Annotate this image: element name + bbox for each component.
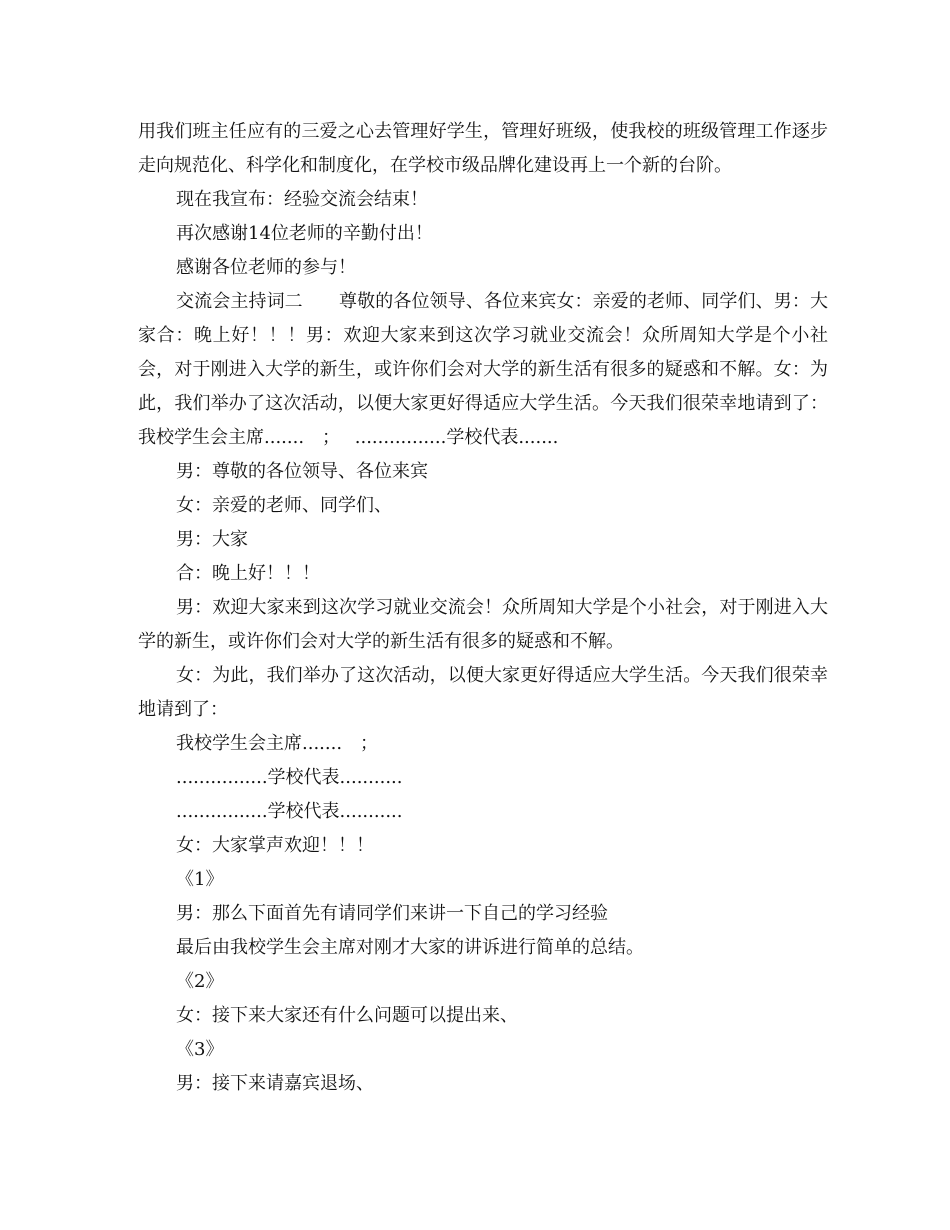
paragraph-thanks-participation: 感谢各位老师的参与！: [176, 257, 356, 278]
paragraph-male-guests-exit: 男：接下来请嘉宾退场、: [176, 1073, 374, 1094]
section-marker-3: 《3》: [176, 1039, 224, 1060]
paragraph-male-everyone: 男：大家: [176, 529, 248, 550]
paragraph-together-good-evening: 合：晚上好！！！: [176, 563, 320, 584]
paragraph-guest-school-rep-2: ................学校代表...........: [176, 801, 403, 822]
paragraph-male-welcome: 男：欢迎大家来到这次学习就业交流会！众所周知大学是个小社会，对于刚进入大学的新生，或许你们会对大学的新生活有很多的疑惑和不解。: [138, 597, 828, 652]
paragraph-female-applause: 女：大家掌声欢迎！！！: [176, 835, 374, 856]
paragraph-announce-end: 现在我宣布：经验交流会结束！: [176, 189, 428, 210]
paragraph-president-summary: 最后由我校学生会主席对刚才大家的讲诉进行简单的总结。: [176, 937, 644, 958]
paragraph-female-questions: 女：接下来大家还有什么问题可以提出来、: [176, 1005, 518, 1026]
document-body: [138, 115, 828, 1101]
paragraph-guest-president: 我校学生会主席....... ；: [176, 733, 379, 754]
paragraph-closing-remarks: 用我们班主任应有的三爱之心去管理好学生，管理好班级，使我校的班级管理工作逐步走向规范化、科学化和制度化，在学校市级品牌化建设再上一个新的台阶。: [138, 121, 828, 176]
section-marker-1: 《1》: [176, 869, 224, 890]
paragraph-guest-school-rep-1: ................学校代表...........: [176, 767, 403, 788]
paragraph-female-purpose: 女：为此，我们举办了这次活动，以便大家更好得适应大学生活。今天我们很荣幸地请到了：: [138, 665, 828, 720]
paragraph-female-greeting: 女：亲爱的老师、同学们、: [176, 495, 392, 516]
paragraph-thanks-teachers: 再次感谢14位老师的辛勤付出！: [176, 223, 433, 244]
paragraph-male-greeting: 男：尊敬的各位领导、各位来宾: [176, 461, 428, 482]
paragraph-male-study-experience: 男：那么下面首先有请同学们来讲一下自己的学习经验: [176, 903, 608, 924]
section-marker-2: 《2》: [176, 971, 224, 992]
paragraph-script-two-summary: 交流会主持词二 尊敬的各位领导、各位来宾女：亲爱的老师、同学们、男：大家合：晚上好！！！男：欢迎大家来到这次学习就业交流会！众所周知大学是个小社会，对于刚进入大学的新生，或许你们会对大学的新生活有很多的疑惑和不解。女：为此，我们举办了这次活动，以便大家更好得适应大学生活。今天我们很荣幸地请到了：我校学生会主席....... ； ................学校代表.......: [138, 291, 828, 448]
